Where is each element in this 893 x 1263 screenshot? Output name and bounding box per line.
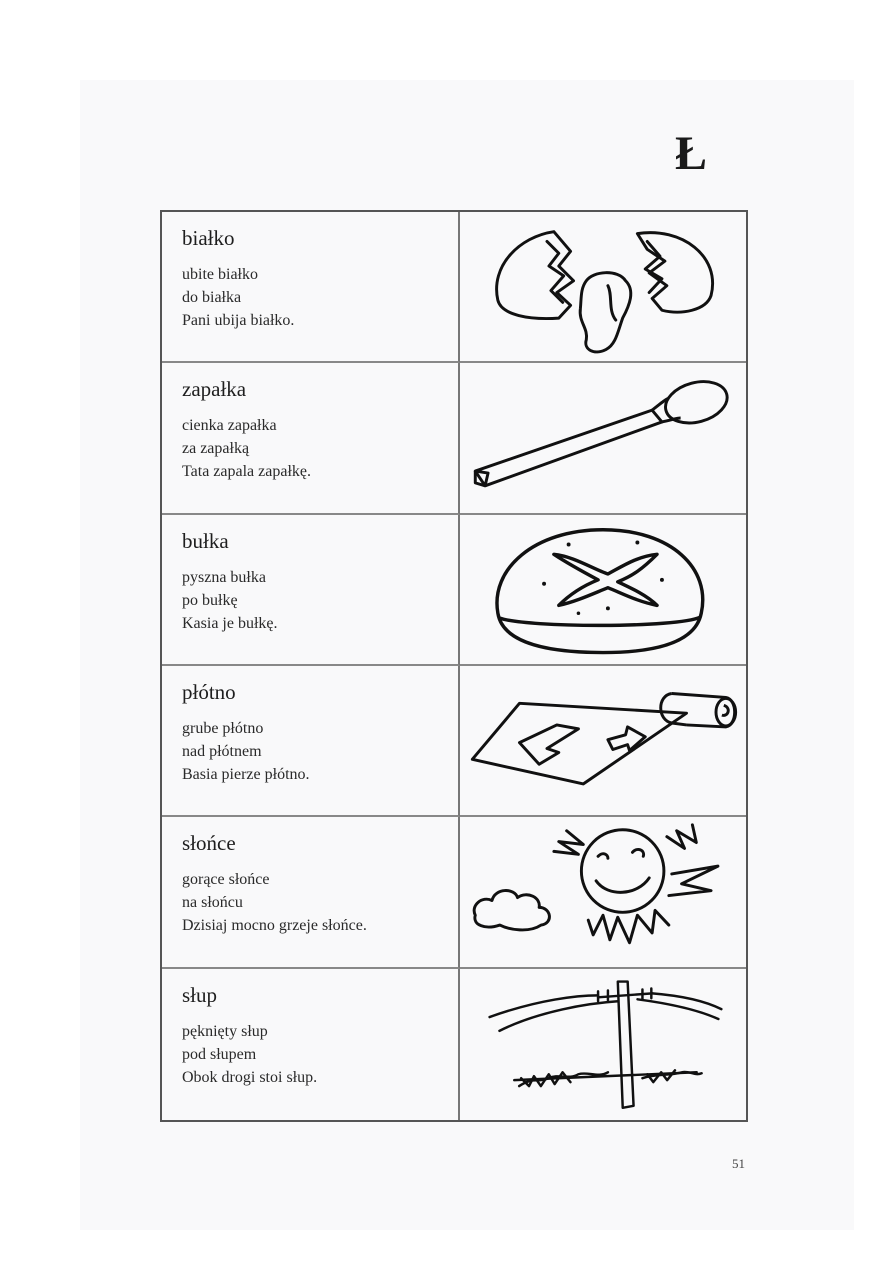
page-number: 51 xyxy=(732,1156,745,1171)
entry-image-cell xyxy=(460,212,746,363)
entry-text-cell xyxy=(162,666,460,817)
entry-phrase: Kasia je bułkę. xyxy=(182,614,278,632)
bread-roll-icon xyxy=(460,515,746,664)
entry-phrase: do białka xyxy=(182,289,242,306)
entry-word: białko xyxy=(182,226,235,250)
entry-image-cell xyxy=(460,817,746,968)
entry-text-cell xyxy=(162,969,460,1120)
entry-word: bułka xyxy=(182,528,229,553)
cloth-roll-icon xyxy=(460,666,746,815)
entry-text-cell xyxy=(162,515,460,666)
page-letter-heading: Ł xyxy=(675,127,708,180)
entry-phrase: ubite białko xyxy=(182,266,258,283)
entry-phrase: nad płótnem xyxy=(182,742,262,760)
entry-text-cell xyxy=(162,212,460,363)
entry-image-cell xyxy=(460,515,746,666)
entry-phrase: po bułkę xyxy=(182,591,238,609)
entry-phrase: gorące słońce xyxy=(182,871,270,889)
entry-image-cell xyxy=(460,969,746,1120)
entry-phrase: pod słupem xyxy=(182,1045,257,1063)
entry-phrase: Pani ubija białko. xyxy=(182,312,295,329)
vocabulary-table xyxy=(160,210,748,1122)
match-icon xyxy=(460,363,746,512)
entry-phrase: Obok drogi stoi słup. xyxy=(182,1068,318,1086)
entry-word: słońce xyxy=(182,831,236,856)
entry-phrase: Dzisiaj mocno grzeje słońce. xyxy=(182,917,367,935)
entry-word: zapałka xyxy=(182,377,247,402)
entry-phrase: pyszna bułka xyxy=(182,568,266,586)
entry-phrase: Tata zapala zapałkę. xyxy=(182,463,312,481)
entry-word: słup xyxy=(182,982,218,1007)
entry-phrase: Basia pierze płótno. xyxy=(182,765,310,783)
utility-pole-icon xyxy=(460,969,746,1120)
sun-icon xyxy=(460,817,746,966)
entry-text-cell xyxy=(162,817,460,968)
entry-text-cell xyxy=(162,363,460,514)
entry-phrase: grube płótno xyxy=(182,719,264,737)
entry-phrase: za zapałką xyxy=(182,440,250,458)
cracked-egg-icon xyxy=(460,212,746,361)
entry-phrase: cienka zapałka xyxy=(182,417,277,435)
entry-word: płótno xyxy=(182,679,236,704)
entry-image-cell xyxy=(460,666,746,817)
entry-phrase: pęknięty słup xyxy=(182,1022,268,1040)
entry-phrase: na słońcu xyxy=(182,894,243,912)
entry-image-cell xyxy=(460,363,746,514)
